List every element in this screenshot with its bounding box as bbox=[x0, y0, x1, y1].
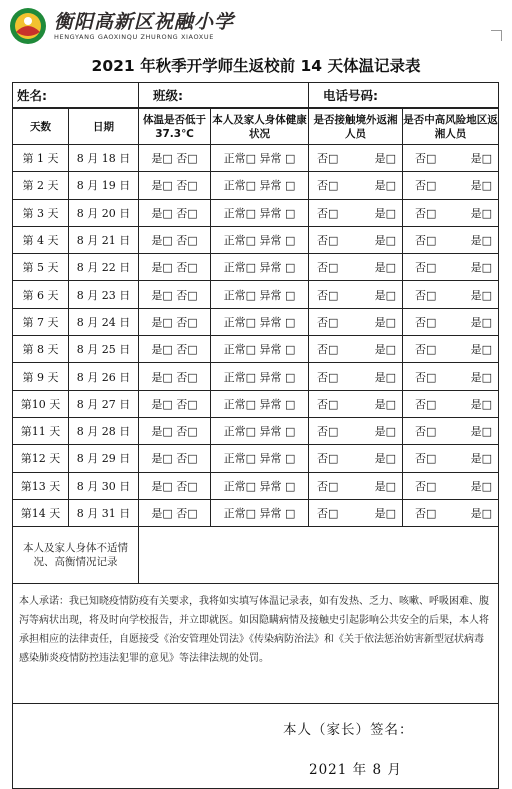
risk-yes-option[interactable]: 是□ bbox=[470, 425, 492, 439]
date-cell: 8 月 31 日 bbox=[69, 499, 139, 526]
risk-checkbox-cell[interactable] bbox=[403, 445, 499, 472]
contact-checkbox-cell[interactable] bbox=[309, 445, 403, 472]
risk-checkbox-cell[interactable] bbox=[403, 308, 499, 335]
date-cell: 8 月 27 日 bbox=[69, 390, 139, 417]
contact-checkbox-cell[interactable] bbox=[309, 336, 403, 363]
col-date: 日期 bbox=[69, 108, 139, 145]
table-row bbox=[13, 472, 499, 499]
temp-checkbox-cell[interactable]: 是□ 否□ bbox=[139, 336, 211, 363]
risk-no-option[interactable]: 否□ bbox=[415, 315, 437, 329]
risk-no-option[interactable]: 否□ bbox=[415, 206, 437, 220]
day-cell: 第 4 天 bbox=[13, 226, 69, 253]
date-cell: 8 月 18 日 bbox=[69, 145, 139, 172]
col-risk: 是否中高风险地区返湘人员 bbox=[403, 108, 499, 145]
contact-checkbox-cell[interactable] bbox=[309, 254, 403, 281]
col-day: 天数 bbox=[13, 108, 69, 145]
contact-yes-option[interactable]: 是□ bbox=[374, 343, 396, 357]
contact-no-option[interactable]: 否□ bbox=[317, 179, 339, 193]
risk-yes-option[interactable]: 是□ bbox=[470, 397, 492, 411]
date-cell: 8 月 20 日 bbox=[69, 199, 139, 226]
risk-yes-option[interactable]: 是□ bbox=[470, 343, 492, 357]
day-cell: 第 7 天 bbox=[13, 308, 69, 335]
health-checkbox-cell[interactable]: 正常□ 异常 □ bbox=[211, 336, 309, 363]
risk-no-option[interactable]: 否□ bbox=[415, 343, 437, 357]
risk-checkbox-cell[interactable] bbox=[403, 417, 499, 444]
sign-date: 2021 年 8 月 bbox=[309, 762, 402, 779]
temp-checkbox-cell[interactable]: 是□ 否□ bbox=[139, 417, 211, 444]
class-label: 班级: bbox=[153, 88, 183, 103]
contact-yes-option[interactable]: 是□ bbox=[374, 397, 396, 411]
col-temp: 体温是否低于 37.3℃ bbox=[139, 108, 211, 145]
day-cell: 第 2 天 bbox=[13, 172, 69, 199]
contact-yes-option[interactable]: 是□ bbox=[374, 152, 396, 166]
risk-checkbox-cell[interactable] bbox=[403, 281, 499, 308]
risk-no-option[interactable]: 否□ bbox=[415, 425, 437, 439]
risk-yes-option[interactable]: 是□ bbox=[470, 479, 492, 493]
contact-yes-option[interactable]: 是□ bbox=[374, 315, 396, 329]
temp-checkbox-cell[interactable]: 是□ 否□ bbox=[139, 226, 211, 253]
contact-checkbox-cell[interactable] bbox=[309, 417, 403, 444]
col-health: 本人及家人身体健康状况 bbox=[211, 108, 309, 145]
contact-checkbox-cell[interactable] bbox=[309, 172, 403, 199]
risk-yes-option[interactable]: 是□ bbox=[470, 179, 492, 193]
date-cell: 8 月 22 日 bbox=[69, 254, 139, 281]
date-cell: 8 月 24 日 bbox=[69, 308, 139, 335]
risk-no-option[interactable]: 否□ bbox=[415, 370, 437, 384]
risk-checkbox-cell[interactable] bbox=[403, 254, 499, 281]
table-row bbox=[13, 417, 499, 444]
risk-checkbox-cell[interactable] bbox=[403, 336, 499, 363]
contact-no-option[interactable]: 否□ bbox=[317, 261, 339, 275]
risk-yes-option[interactable]: 是□ bbox=[470, 234, 492, 248]
day-cell: 第12 天 bbox=[13, 445, 69, 472]
school-name-en: HENGYANG GAOXINQU ZHURONG XIAOXUE bbox=[54, 33, 214, 41]
table-row bbox=[13, 390, 499, 417]
date-cell: 8 月 25 日 bbox=[69, 336, 139, 363]
risk-yes-option[interactable]: 是□ bbox=[470, 452, 492, 466]
day-cell: 第 8 天 bbox=[13, 336, 69, 363]
risk-yes-option[interactable]: 是□ bbox=[470, 288, 492, 302]
health-checkbox-cell[interactable]: 正常□ 异常 □ bbox=[211, 145, 309, 172]
health-checkbox-cell[interactable]: 正常□ 异常 □ bbox=[211, 254, 309, 281]
table-row bbox=[13, 308, 499, 335]
contact-yes-option[interactable]: 是□ bbox=[374, 370, 396, 384]
health-checkbox-cell[interactable]: 正常□ 异常 □ bbox=[211, 226, 309, 253]
contact-checkbox-cell[interactable] bbox=[309, 472, 403, 499]
signature-row bbox=[13, 704, 499, 789]
school-name: 衡阳高新区祝融小学 bbox=[54, 11, 235, 33]
risk-checkbox-cell[interactable] bbox=[403, 199, 499, 226]
health-checkbox-cell[interactable]: 正常□ 异常 □ bbox=[211, 390, 309, 417]
risk-checkbox-cell[interactable] bbox=[403, 363, 499, 390]
class-field[interactable] bbox=[139, 83, 309, 109]
risk-checkbox-cell[interactable] bbox=[403, 172, 499, 199]
name-label: 姓名: bbox=[17, 88, 47, 103]
contact-no-option[interactable]: 否□ bbox=[317, 397, 339, 411]
contact-no-option[interactable]: 否□ bbox=[317, 206, 339, 220]
temp-checkbox-cell[interactable]: 是□ 否□ bbox=[139, 281, 211, 308]
temp-checkbox-cell[interactable]: 是□ 否□ bbox=[139, 499, 211, 526]
contact-yes-option[interactable]: 是□ bbox=[374, 452, 396, 466]
health-checkbox-cell[interactable]: 正常□ 异常 □ bbox=[211, 445, 309, 472]
date-cell: 8 月 26 日 bbox=[69, 363, 139, 390]
date-cell: 8 月 30 日 bbox=[69, 472, 139, 499]
contact-yes-option[interactable]: 是□ bbox=[374, 179, 396, 193]
health-checkbox-cell[interactable]: 正常□ 异常 □ bbox=[211, 281, 309, 308]
temp-checkbox-cell[interactable]: 是□ 否□ bbox=[139, 145, 211, 172]
day-cell: 第10 天 bbox=[13, 390, 69, 417]
table-row bbox=[13, 445, 499, 472]
risk-checkbox-cell[interactable] bbox=[403, 472, 499, 499]
phone-label: 电话号码: bbox=[323, 88, 378, 103]
temp-checkbox-cell[interactable]: 是□ 否□ bbox=[139, 390, 211, 417]
risk-no-option[interactable]: 否□ bbox=[415, 397, 437, 411]
table-row bbox=[13, 254, 499, 281]
risk-yes-option[interactable]: 是□ bbox=[470, 152, 492, 166]
contact-checkbox-cell[interactable] bbox=[309, 308, 403, 335]
contact-checkbox-cell[interactable] bbox=[309, 199, 403, 226]
risk-no-option[interactable]: 否□ bbox=[415, 234, 437, 248]
temperature-table bbox=[12, 82, 499, 789]
contact-yes-option[interactable]: 是□ bbox=[374, 425, 396, 439]
abnormal-record-label: 本人及家人身体不适情况、高衡情况记录 bbox=[13, 527, 139, 584]
risk-checkbox-cell[interactable] bbox=[403, 390, 499, 417]
health-checkbox-cell[interactable]: 正常□ 异常 □ bbox=[211, 472, 309, 499]
risk-checkbox-cell[interactable] bbox=[403, 499, 499, 526]
day-cell: 第 9 天 bbox=[13, 363, 69, 390]
col-contact: 是否接触境外返湘人员 bbox=[309, 108, 403, 145]
risk-checkbox-cell[interactable] bbox=[403, 145, 499, 172]
risk-no-option[interactable]: 否□ bbox=[415, 288, 437, 302]
table-row bbox=[13, 281, 499, 308]
date-cell: 8 月 21 日 bbox=[69, 226, 139, 253]
signature-label: 本人（家长）签名： bbox=[283, 722, 414, 739]
signature-cell bbox=[13, 704, 499, 789]
contact-yes-option[interactable]: 是□ bbox=[374, 234, 396, 248]
day-cell: 第13 天 bbox=[13, 472, 69, 499]
table-row bbox=[13, 172, 499, 199]
risk-no-option[interactable]: 否□ bbox=[415, 452, 437, 466]
table-row bbox=[13, 226, 499, 253]
contact-no-option[interactable]: 否□ bbox=[317, 234, 339, 248]
contact-yes-option[interactable]: 是□ bbox=[374, 288, 396, 302]
table-row bbox=[13, 199, 499, 226]
table-row bbox=[13, 336, 499, 363]
contact-no-option[interactable]: 否□ bbox=[317, 507, 339, 520]
day-cell: 第 3 天 bbox=[13, 199, 69, 226]
day-cell: 第 1 天 bbox=[13, 145, 69, 172]
contact-checkbox-cell[interactable] bbox=[309, 145, 403, 172]
risk-no-option[interactable]: 否□ bbox=[415, 507, 437, 520]
contact-yes-option[interactable]: 是□ bbox=[374, 261, 396, 275]
contact-no-option[interactable]: 否□ bbox=[317, 315, 339, 329]
health-checkbox-cell[interactable]: 正常□ 异常 □ bbox=[211, 172, 309, 199]
page-corner-mark bbox=[491, 30, 502, 41]
contact-no-option[interactable]: 否□ bbox=[317, 452, 339, 466]
contact-no-option[interactable]: 否□ bbox=[317, 425, 339, 439]
contact-no-option[interactable]: 否□ bbox=[317, 370, 339, 384]
risk-no-option[interactable]: 否□ bbox=[415, 479, 437, 493]
date-cell: 8 月 23 日 bbox=[69, 281, 139, 308]
contact-checkbox-cell[interactable] bbox=[309, 390, 403, 417]
temp-checkbox-cell[interactable]: 是□ 否□ bbox=[139, 308, 211, 335]
abnormal-record-row bbox=[13, 527, 499, 584]
contact-yes-option[interactable]: 是□ bbox=[374, 206, 396, 220]
table-row bbox=[13, 363, 499, 390]
school-logo bbox=[8, 6, 238, 48]
contact-no-option[interactable]: 否□ bbox=[317, 343, 339, 357]
contact-no-option[interactable]: 否□ bbox=[317, 479, 339, 493]
health-checkbox-cell[interactable]: 正常□ 异常 □ bbox=[211, 308, 309, 335]
contact-checkbox-cell[interactable] bbox=[309, 499, 403, 526]
health-checkbox-cell[interactable]: 正常□ 异常 □ bbox=[211, 417, 309, 444]
contact-no-option[interactable]: 否□ bbox=[317, 152, 339, 166]
temp-checkbox-cell[interactable]: 是□ 否□ bbox=[139, 445, 211, 472]
school-emblem-icon bbox=[8, 6, 48, 46]
risk-yes-option[interactable]: 是□ bbox=[470, 206, 492, 220]
day-cell: 第11 天 bbox=[13, 417, 69, 444]
date-cell: 8 月 19 日 bbox=[69, 172, 139, 199]
risk-checkbox-cell[interactable] bbox=[403, 226, 499, 253]
risk-no-option[interactable]: 否□ bbox=[415, 179, 437, 193]
contact-checkbox-cell[interactable] bbox=[309, 363, 403, 390]
risk-yes-option[interactable]: 是□ bbox=[470, 315, 492, 329]
risk-yes-option[interactable]: 是□ bbox=[470, 507, 492, 520]
risk-yes-option[interactable]: 是□ bbox=[470, 261, 492, 275]
day-cell: 第 5 天 bbox=[13, 254, 69, 281]
health-checkbox-cell[interactable]: 正常□ 异常 □ bbox=[211, 363, 309, 390]
temp-checkbox-cell[interactable]: 是□ 否□ bbox=[139, 363, 211, 390]
risk-no-option[interactable]: 否□ bbox=[415, 261, 437, 275]
day-cell: 第 6 天 bbox=[13, 281, 69, 308]
risk-no-option[interactable]: 否□ bbox=[415, 152, 437, 166]
contact-checkbox-cell[interactable] bbox=[309, 281, 403, 308]
temp-checkbox-cell[interactable]: 是□ 否□ bbox=[139, 254, 211, 281]
risk-yes-option[interactable]: 是□ bbox=[470, 370, 492, 384]
health-checkbox-cell[interactable]: 正常□ 异常 □ bbox=[211, 199, 309, 226]
name-field[interactable] bbox=[13, 83, 139, 109]
health-checkbox-cell[interactable]: 正常□ 异常 □ bbox=[211, 499, 309, 526]
pledge-text: 本人承诺：我已知晓疫情防疫有关要求，我将如实填写体温记录表，如有发热、乏力、咳嗽、呼吸困难、腹泻等病状出现，将及时向学校报告，并立即就医。如因隐瞒病情及接触史引起影响公共安全的后果，本人将承担相应的法律责任，自愿接受《治安管理处罚法》《传染病防治法》和《关于依法惩治妨害新型冠状病毒感染肺炎疫情防控违法犯罪的意见》等法律法规的处罚。 bbox=[13, 584, 499, 704]
header-row bbox=[13, 108, 499, 145]
contact-yes-option[interactable]: 是□ bbox=[374, 507, 396, 520]
table-row bbox=[13, 499, 499, 526]
date-cell: 8 月 28 日 bbox=[69, 417, 139, 444]
phone-field[interactable] bbox=[309, 83, 499, 109]
contact-checkbox-cell[interactable] bbox=[309, 226, 403, 253]
temp-checkbox-cell[interactable]: 是□ 否□ bbox=[139, 199, 211, 226]
contact-no-option[interactable]: 否□ bbox=[317, 288, 339, 302]
table-row bbox=[13, 145, 499, 172]
abnormal-record-field[interactable] bbox=[139, 527, 499, 584]
day-cell: 第14 天 bbox=[13, 499, 69, 526]
contact-yes-option[interactable]: 是□ bbox=[374, 479, 396, 493]
temp-checkbox-cell[interactable]: 是□ 否□ bbox=[139, 172, 211, 199]
pledge-row bbox=[13, 584, 499, 704]
info-row bbox=[13, 83, 499, 109]
date-cell: 8 月 29 日 bbox=[69, 445, 139, 472]
temp-checkbox-cell[interactable]: 是□ 否□ bbox=[139, 472, 211, 499]
page-title: 2021 年秋季开学师生返校前 14 天体温记录表 bbox=[91, 57, 421, 75]
